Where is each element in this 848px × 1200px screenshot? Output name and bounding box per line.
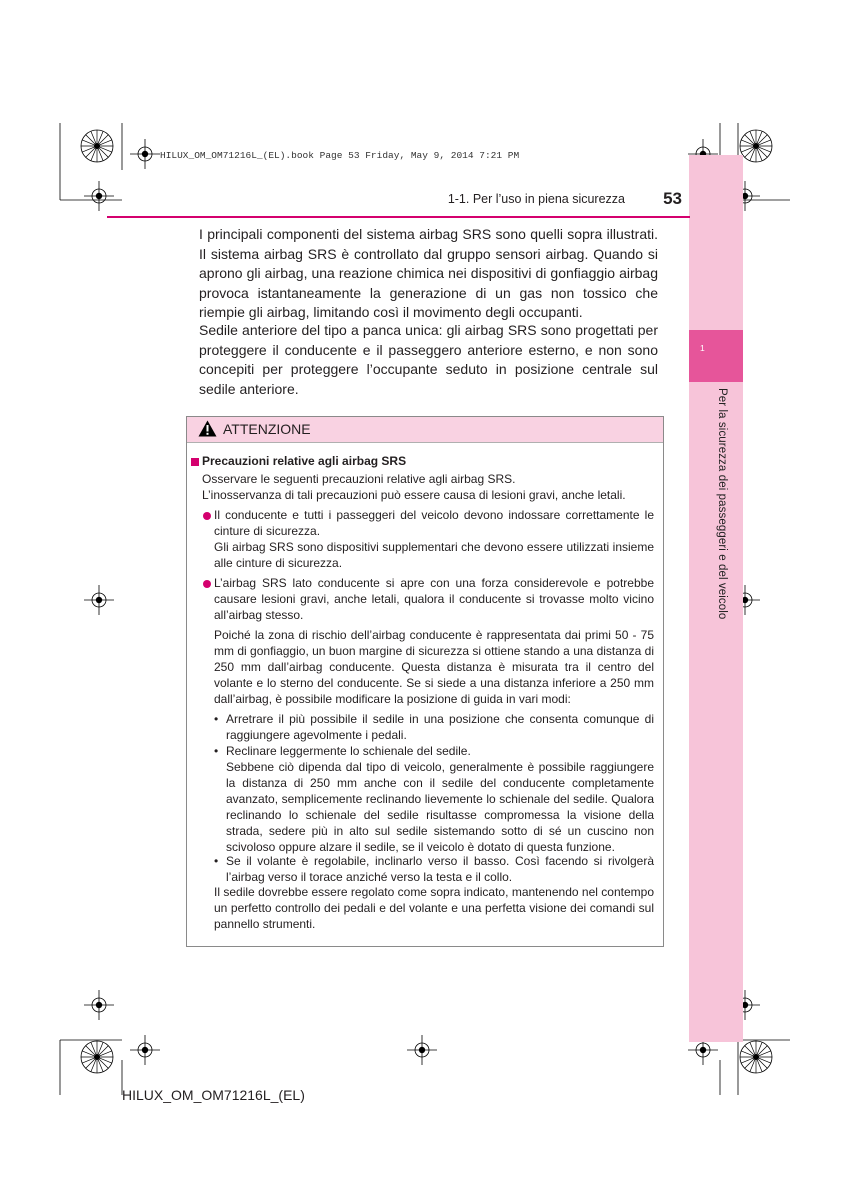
chapter-number: 1 [700,343,705,353]
warning-bullet-2a: L’airbag SRS lato conducente si apre con una forza considerevole e potrebbe causare lesioni gravi, anche letali, qualora il conducente si trovasse molto vicino all’airbag stesso. [214,576,654,622]
page-number: 53 [663,189,682,208]
warning-triangle-icon [198,420,217,437]
round-bullet-icon [203,512,211,520]
warning-dash-2a: Reclinare leggermente lo schienale del sedile. [226,744,471,758]
warning-bullet-2b: Poiché la zona di rischio dell’airbag conducente è rappresentata dai primi 50 - 75 mm di gonfiaggio, un buon margine di sicurezza si ottiene stando a una distanza di 250 mm dall’airbag conducente. Questa distanza è misurata tra il centro del volante e lo sterno del conducente. Se si siede a una distanza inferiore a 250 mm dall’airbag, è possibile modificare la posizione di guida in vari modi: [214,628,654,706]
warning-dash-3: Se il volante è regolabile, inclinarlo verso il basso. Così facendo si rivolgerà l’airbag verso il torace anziché verso la testa e il collo. [226,854,654,884]
print-info: HILUX_OM_OM71216L_(EL).book Page 53 Friday, May 9, 2014 7:21 PM [160,150,520,161]
dash-bullet: • [214,744,219,758]
dash-bullet: • [214,854,219,868]
warning-dash-1: Arretrare il più possibile il sedile in una posizione che consenta comunque di raggiungere agevolmente i pedali. [226,712,654,742]
body-paragraph-1: I principali componenti del sistema airbag SRS sono quelli sopra illustrati. Il sistema airbag SRS è controllato dal gruppo sensori airbag. Quando si aprono gli airbag, una reazione chimica nei dispositivi di gonfiaggio airbag provoca istantaneamente la generazione di un gas non tossico che riempie gli airbag, limitando così il movimento degli occupanti. [199,226,658,321]
square-bullet-icon [191,458,199,466]
warning-intro-1: Osservare le seguenti precauzioni relative agli airbag SRS. [202,472,516,486]
warning-dash-2b: Sebbene ciò dipenda dal tipo di veicolo, generalmente è possibile raggiungere la distanza di 250 mm anche con il sedile del conducente completamente avanzato, semplicemente reclinando lievemente lo schienale del sedile. Qualora reclinando lo schienale del sedile risultasse compromessa la visione della strada, sedere più in alto sul sedile sistemando sotto di sé un cuscino non scivoloso oppure alzare il sedile, se il veicolo è dotato di questa funzione. [226,760,654,854]
warning-label: ATTENZIONE [223,421,311,437]
footer-document-code: HILUX_OM_OM71216L_(EL) [122,1087,305,1103]
warning-intro-2: L’inosservanza di tali precauzioni può essere causa di lesioni gravi, anche letali. [202,488,626,502]
dash-bullet: • [214,712,219,726]
round-bullet-icon [203,580,211,588]
warning-bullet-1b: Gli airbag SRS sono dispositivi supplementari che devono essere utilizzati insieme alle cinture di sicurezza. [214,540,654,570]
warning-bullet-1a: Il conducente e tutti i passeggeri del veicolo devono indossare correttamente le cinture di sicurezza. [214,508,654,538]
warning-closing: Il sedile dovrebbe essere regolato come sopra indicato, mantenendo nel contempo un perfetto controllo dei pedali e del volante e una perfetta visione dei comandi sul pannello strumenti. [214,885,654,931]
body-paragraph-2: Sedile anteriore del tipo a panca unica: gli airbag SRS sono progettati per proteggere il conducente e il passeggero anteriore esterno, e non sono concepiti per proteggere l’occupante seduto in posizione centrale sul sedile anteriore. [199,322,658,397]
header-divider [107,216,690,218]
warning-title: Precauzioni relative agli airbag SRS [202,454,407,468]
chapter-title: Per la sicurezza dei passeggeri e del veicolo [716,388,728,620]
warning-header [187,417,663,443]
section-title: 1-1. Per l’uso in piena sicurezza [447,192,625,206]
chapter-tab-active[interactable] [689,330,743,382]
